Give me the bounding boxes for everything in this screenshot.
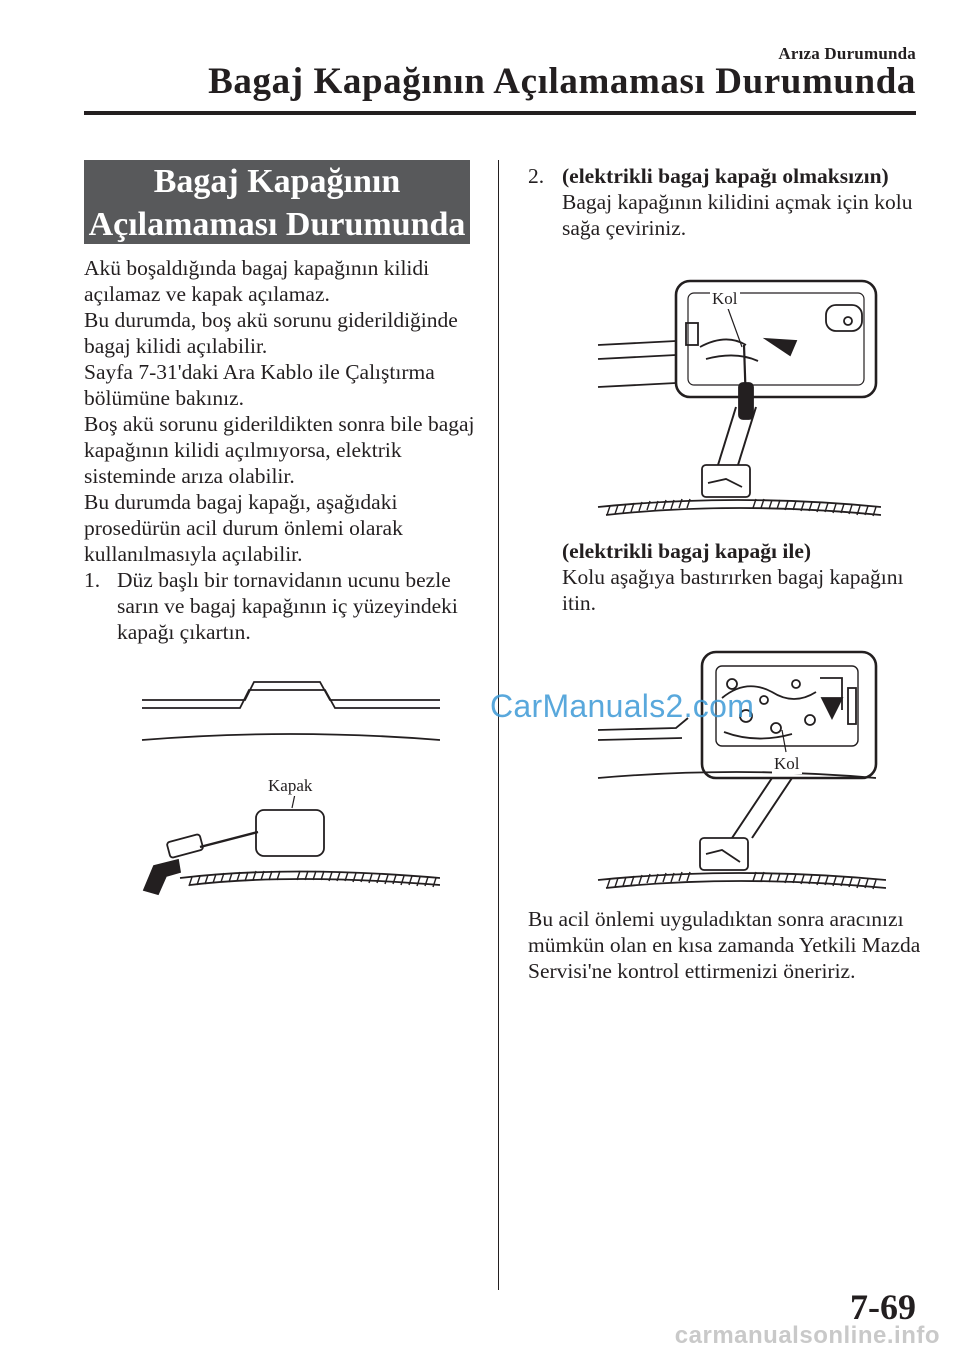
variant-text: Kolu aşağıya bastırırken bagaj kapağını itin. [562,565,904,615]
step-number: 2. [528,164,545,188]
intro-paragraph: Akü boşaldığında bagaj kapağının kilidi açılamaz ve kapak açılamaz. [84,256,430,306]
figure-lever-turn [596,275,881,525]
header-divider [84,111,916,115]
banner-line-2: Açılamaması Durumunda [88,206,466,243]
step-number: 1. [84,568,101,592]
lever-turn-illustration [596,275,881,525]
figure-label-kapak: Kapak [268,776,313,795]
watermark-footer: carmanualsonline.info [674,1322,940,1349]
intro-paragraph: Sayfa 7-31'daki Ara Kablo ile Çalıştırma bölümüne bakınız. [84,360,435,410]
intro-paragraph: Bu durumda bagaj kapağı, aşağıdaki prosedürün acil durum önlemi olarak kullanılmasıyla açılabilir. [84,490,403,566]
watermark-carmanuals: CarManuals2.com [490,688,755,724]
banner-line-1: Bagaj Kapağının [153,163,401,200]
intro-paragraph: Bu durumda, boş akü sorunu giderildiğinde bagaj kilidi açılabilir. [84,308,458,358]
column-divider [498,160,499,1290]
page-title: Bagaj Kapağının Açılamaması Durumunda [208,61,916,102]
closing-note [528,906,928,984]
figure-lever-push [596,648,886,898]
step-1 [84,567,494,645]
variant-heading: (elektrikli bagaj kapağı ile) [562,539,812,563]
section-label: Arıza Durumunda [778,44,916,63]
lever-push-illustration [596,648,886,898]
section-banner [84,160,470,244]
step-text: Düz başlı bir tornavidanın ucunu bezle sarın ve bagaj kapağının iç yüzeyindeki kapağı çıkartın. [117,568,458,644]
step-text: Bagaj kapağının kilidini açmak için kolu sağa çeviriniz. [562,190,913,240]
intro-paragraph: Boş akü sorunu giderildikten sonra bile bagaj kapağının kilidi açılmıyorsa, elektrik sisteminde arıza olabilir. [84,412,475,488]
figure-label-kol: Kol [712,289,738,308]
page-number: 7-69 [850,1287,916,1327]
figure-cover-removal [140,680,440,905]
step-2 [528,163,928,241]
power-liftgate-instructions [562,538,928,616]
left-column [84,255,494,645]
step-heading: (elektrikli bagaj kapağı olmaksızın) [562,164,889,188]
closing-text: Bu acil önlemi uyguladıktan sonra aracınızı mümkün olan en kısa zamanda Yetkili Mazda Servisi'ne kontrol ettirmenizi öneririz. [528,907,921,983]
figure-label-kol: Kol [774,754,800,773]
